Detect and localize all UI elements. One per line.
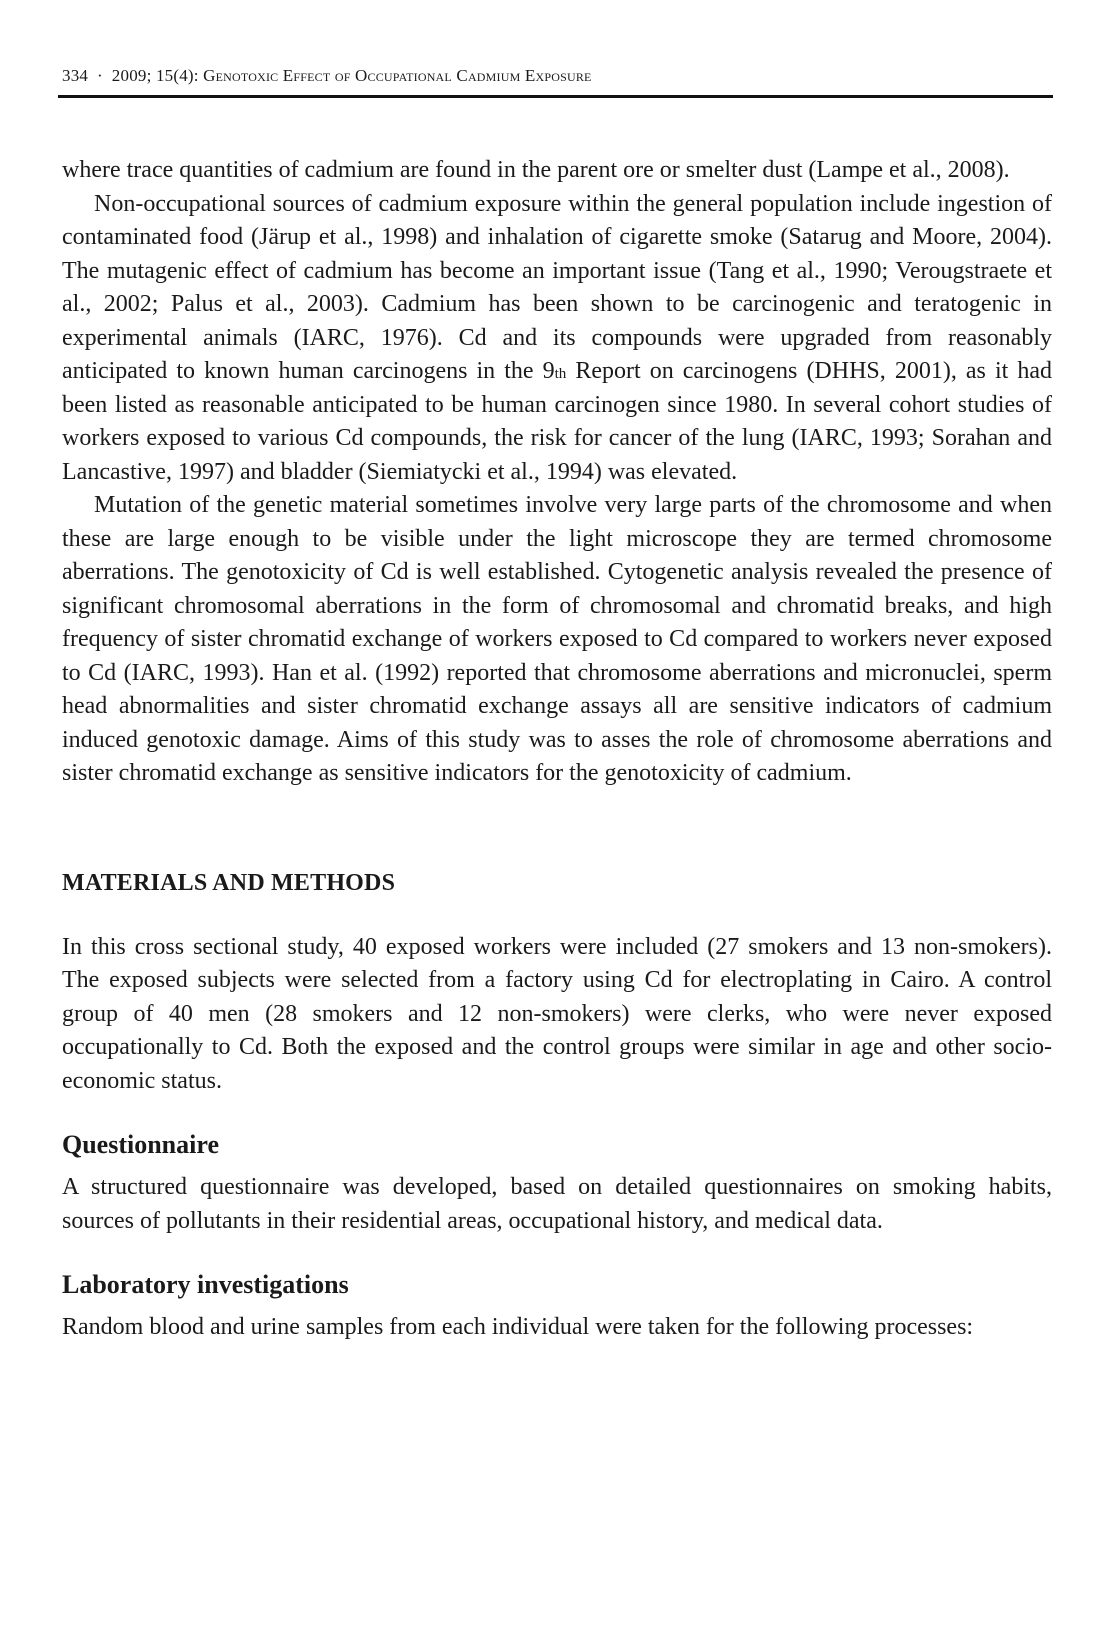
subheading-laboratory: Laboratory investigations (62, 1270, 349, 1299)
separator-dot: · (97, 66, 103, 85)
paragraph-text-part: Report on carcinogens (DHHS, 2001), as it had been listed as reasonable anticipated to be human carcinogen since 1980. In several cohort studies of workers exposed to various Cd compounds, the risk for cancer of the lung (IARC, 1993; Sorahan and Lancastive, 1997) and bladder (Siemiatycki et al., 1994) was elevated. (62, 358, 1052, 485)
paragraph-questionnaire: A structured questionnaire was developed, based on detailed questionnaires on smoking habits, sources of pollutants in their residential areas, occupational history, and medical data. (62, 1174, 1052, 1234)
running-head (62, 66, 1052, 86)
paragraph-text-part: Non-occupational sources of cadmium exposure within the general population include ingestion of contaminated food (Järup et al., 1998) and inhalation of cigarette smoke (Satarug and Moore, 2004). The mutagenic effect of cadmium has become an important issue (Tang et al., 1990; Verougstraete et al., 2002; Palus et al., 2003). Cadmium has been shown to be carcinogenic and teratogenic in experimental animals (IARC, 1976). Cd and its compounds were upgraded from reasonably anticipated to known human carcinogens in the 9 (62, 190, 1052, 384)
paragraph-mutation: Mutation of the genetic material sometimes involve very large parts of the chromosome and when these are large enough to be visible under the light microscope they are termed chromosome aberrations. The genotoxicity of Cd is well established. Cytogenetic analysis revealed the presence of significant chromosomal aberrations in the form of chromosomal and chromatid breaks, and high frequency of sister chromatid exchange of workers exposed to Cd compared to workers never exposed to Cd (IARC, 1993). Han et al. (1992) reported that chromosome aberrations and micronuclei, sperm head abnormalities and sister chromatid exchange assays all are sensitive indicators of cadmium induced genotoxic damage. Aims of this study was to asses the role of chromosome aberrations and sister chromatid exchange as sensitive indicators for the genotoxicity of cadmium. (62, 492, 1052, 786)
ordinal-superscript: th (554, 366, 567, 382)
paragraph-materials: In this cross sectional study, 40 exposed workers were included (27 smokers and 13 non-smokers). The exposed subjects were selected from a factory using Cd for electroplating in Cairo. A control group of 40 men (28 smokers and 12 non-smokers) were clerks, who were never exposed occupationally to Cd. Both the exposed and the control groups were similar in age and other socio-economic status. (62, 933, 1052, 1094)
paragraph-laboratory: Random blood and urine samples from each individual were taken for the following processes: (62, 1314, 974, 1340)
paragraph-continuation: where trace quantities of cadmium are found in the parent ore or smelter dust (Lampe et al., 2008). (62, 157, 1010, 183)
paragraph-exposure-sources (62, 188, 1052, 490)
header-rule (58, 95, 1053, 98)
page-number: 334 (62, 66, 89, 85)
article-body (62, 154, 1052, 1345)
section-heading-materials: MATERIALS AND METHODS (62, 869, 396, 896)
article-running-title: Genotoxic Effect of Occupational Cadmium Exposure (203, 66, 592, 85)
journal-citation: 2009; 15(4): (111, 66, 199, 85)
subheading-questionnaire: Questionnaire (62, 1130, 219, 1159)
